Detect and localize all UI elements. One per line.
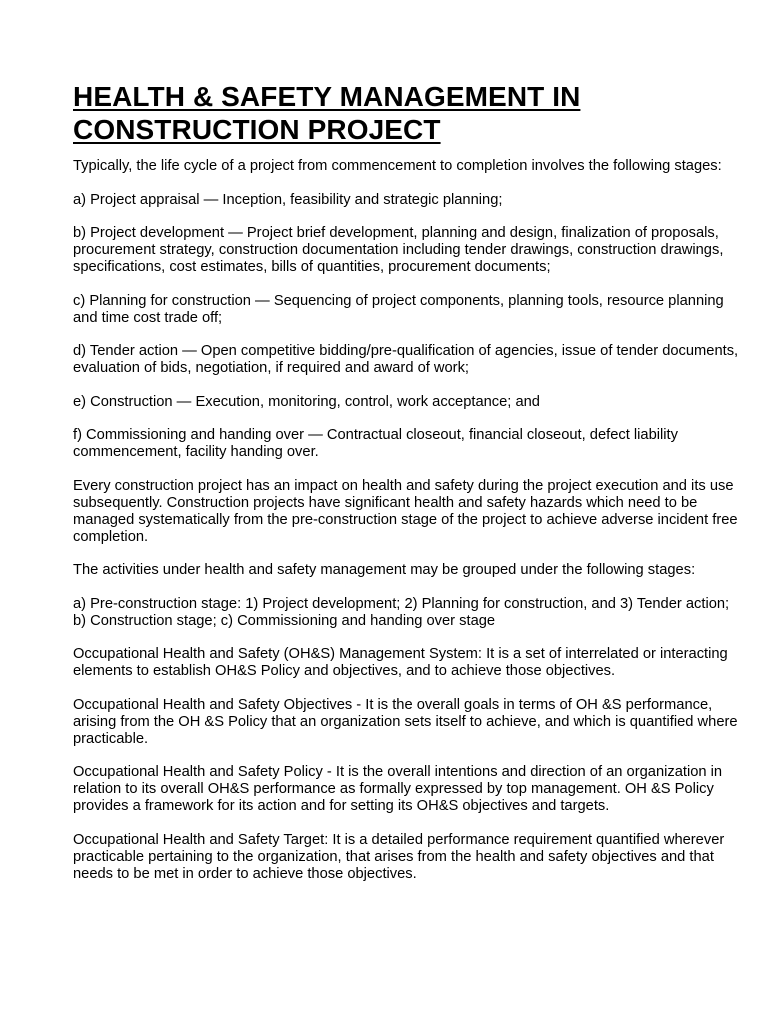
paragraph-ohs-objectives: Occupational Health and Safety Objectives - It is the overall goals in terms of OH &S performance, arising from the OH &S Policy that an organization sets itself to achieve, and which is quantified where practicable. — [73, 696, 738, 747]
paragraph-intro: Typically, the life cycle of a project from commencement to completion involves the following stages: — [73, 158, 722, 174]
paragraph-ohs-target: Occupational Health and Safety Target: It is a detailed performance requirement quantified wherever practicable pertaining to the organization, that arises from the health and safety objectives and that needs to be met in order to achieve those objectives. — [73, 831, 725, 882]
paragraph-ohs-policy: Occupational Health and Safety Policy - It is the overall intentions and direction of an organization in relation to its overall OH&S performance as formally expressed by top management. OH &S Policy provides a framework for its action and for setting its OH&S objectives and targets. — [73, 764, 723, 814]
document-title-line-2: CONSTRUCTION PROJECT — [73, 114, 441, 145]
paragraph-stages-list: a) Pre-construction stage: 1) Project development; 2) Planning for construction, and 3) Tender action; b) Construction stage; c) Commissioning and handing over stage — [73, 595, 730, 629]
paragraph-impact: Every construction project has an impact on health and safety during the project execution and its use subsequently. Construction projects have significant health and safety hazards which need to be managed systematically from the pre-construction stage of the project to achieve adverse incident free completion. — [73, 477, 738, 545]
paragraph-stage-e: e) Construction — Execution, monitoring, control, work acceptance; and — [73, 393, 540, 410]
paragraph-stage-c: c) Planning for construction — Sequencing of project components, planning tools, resource planning and time cost trade off; — [73, 292, 724, 326]
paragraph-stage-a: a) Project appraisal — Inception, feasibility and strategic planning; — [73, 191, 503, 208]
document-title — [73, 80, 745, 146]
document-title-line-1: HEALTH & SAFETY MANAGEMENT IN — [73, 81, 581, 112]
paragraph-stage-d: d) Tender action — Open competitive bidding/pre-qualification of agencies, issue of tender documents, evaluation of bids, negotiation, if required and award of work; — [73, 343, 739, 376]
document-page — [73, 80, 745, 899]
paragraph-ohs-management-system: Occupational Health and Safety (OH&S) Management System: It is a set of interrelated or interacting elements to establish OH&S Policy and objectives, and to achieve those objectives. — [73, 646, 728, 679]
paragraph-stage-b: b) Project development — Project brief development, planning and design, finalization of proposals, procurement strategy, construction documentation including tender drawings, construction drawings, specifications, cost estimates, bills of quantities, procurement documents; — [73, 225, 724, 275]
paragraph-activities: The activities under health and safety management may be grouped under the following stages: — [73, 562, 696, 578]
paragraph-stage-f: f) Commissioning and handing over — Contractual closeout, financial closeout, defect liability commencement, facility handing over. — [73, 427, 678, 460]
